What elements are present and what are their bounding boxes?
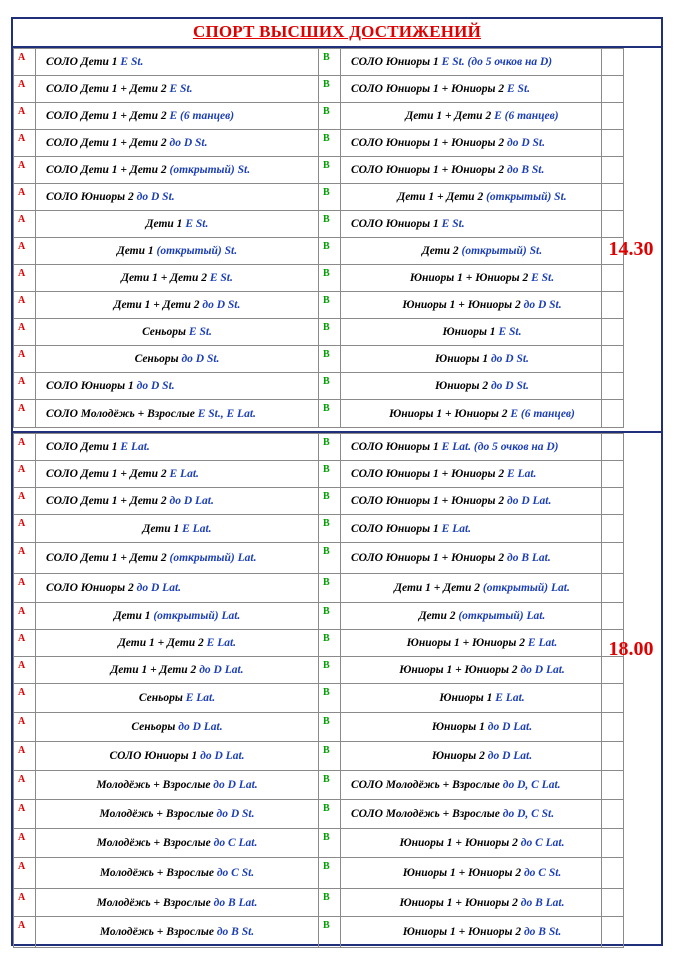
group-b-label: В <box>319 49 341 76</box>
group-b-label: В <box>319 103 341 130</box>
group-a-label: А <box>14 238 36 265</box>
table-row <box>14 889 624 917</box>
program-cell-b <box>341 858 624 889</box>
program-text: E St. <box>498 326 522 338</box>
program-text: до B Lat. <box>507 552 551 564</box>
program-text: до B St. <box>523 926 562 938</box>
table-row <box>14 630 624 657</box>
category-text: Дети 1 + Дети 2 <box>110 664 200 676</box>
program-text: до D Lat. <box>487 750 533 762</box>
group-b-label: В <box>319 76 341 103</box>
category-text: СОЛО Юниоры 1 <box>109 750 201 762</box>
table-row <box>14 76 624 103</box>
program-cell-a <box>36 543 319 574</box>
category-text: СОЛО Юниоры 1 <box>351 441 442 453</box>
category-text: Юниоры 1 + Юниоры 2 <box>409 272 532 284</box>
group-a-label: А <box>14 49 36 76</box>
schedule-table-2 <box>13 433 624 948</box>
program-cell-a <box>36 292 319 319</box>
group-a-label: А <box>14 630 36 657</box>
program-text: до D Lat. <box>169 495 214 507</box>
group-a-label: А <box>14 657 36 684</box>
category-text: Молодёжь + Взрослые <box>96 837 214 849</box>
group-a-label: А <box>14 800 36 829</box>
category-text: СОЛО Юниоры 1 <box>351 522 442 535</box>
group-a-label: А <box>14 319 36 346</box>
program-text: до D Lat. <box>507 495 552 507</box>
category-text: Дети 2 <box>421 245 462 257</box>
program-text: E (6 танцев) <box>169 110 235 122</box>
program-cell-b <box>341 800 624 829</box>
category-text: СОЛО Юниоры 1 <box>351 218 442 230</box>
group-b-label: В <box>319 684 341 713</box>
category-text: Дети 1 + Дети 2 <box>394 582 483 594</box>
program-text: до D St. <box>216 808 255 820</box>
program-cell-a <box>36 800 319 829</box>
group-a-label: А <box>14 858 36 889</box>
program-text: до D St. <box>181 353 220 365</box>
program-cell-b <box>341 829 624 858</box>
program-text: до D St. <box>490 380 529 392</box>
category-text: Юниоры 1 + Юниоры 2 <box>399 896 521 909</box>
program-text: до D Lat. <box>178 721 223 733</box>
program-text: E Lat. <box>185 692 216 704</box>
program-cell-b <box>341 434 624 461</box>
program-cell-a <box>36 49 319 76</box>
time-column-2 <box>601 433 661 948</box>
category-text: Юниоры 1 <box>442 326 499 338</box>
program-cell-a <box>36 211 319 238</box>
program-text: до C St. <box>216 867 255 879</box>
program-text: (открытый) St. <box>169 164 251 176</box>
program-text: E St. <box>185 218 209 230</box>
program-text: E Lat. <box>441 522 472 535</box>
table-row <box>14 800 624 829</box>
category-text: СОЛО Молодёжь + Взрослые <box>46 407 198 420</box>
category-text: СОЛО Юниоры 1 <box>46 380 137 392</box>
group-a-label: А <box>14 211 36 238</box>
category-text: Юниоры 1 <box>435 353 491 365</box>
group-b-label: В <box>319 265 341 292</box>
category-text: СОЛО Дети 1 + Дети 2 <box>46 83 170 95</box>
program-cell-b <box>341 373 624 400</box>
program-cell-b <box>341 292 624 319</box>
table-row <box>14 858 624 889</box>
group-b-label: В <box>319 373 341 400</box>
group-b-label: В <box>319 515 341 543</box>
program-cell-b <box>341 184 624 211</box>
group-b-label: В <box>319 238 341 265</box>
program-text: E St. <box>120 56 144 68</box>
group-b-label: В <box>319 211 341 238</box>
category-text: СОЛО Дети 1 + Дети 2 <box>46 164 170 176</box>
program-cell-b <box>341 657 624 684</box>
program-cell-b <box>341 400 624 428</box>
program-cell-b <box>341 889 624 917</box>
group-a-label: А <box>14 742 36 771</box>
category-text: Юниоры 1 + Юниоры 2 <box>399 664 521 676</box>
program-text: E St. <box>441 218 465 230</box>
program-cell-b <box>341 543 624 574</box>
program-cell-b <box>341 742 624 771</box>
group-a-label: А <box>14 103 36 130</box>
program-text: до D St. <box>490 353 529 365</box>
table-row <box>14 684 624 713</box>
program-text: до C St. <box>523 867 562 879</box>
group-b-label: В <box>319 400 341 428</box>
program-cell-b <box>341 265 624 292</box>
table-row <box>14 373 624 400</box>
program-cell-a <box>36 684 319 713</box>
group-a-label: А <box>14 461 36 488</box>
group-b-label: В <box>319 742 341 771</box>
category-text: Сеньоры <box>142 326 189 338</box>
program-text: до B Lat. <box>520 896 565 909</box>
group-a-label: А <box>14 889 36 917</box>
table-row <box>14 488 624 515</box>
group-b-label: В <box>319 829 341 858</box>
program-cell-b <box>341 771 624 800</box>
program-text: до D St. <box>523 299 562 311</box>
category-text: СОЛО Молодёжь + Взрослые <box>351 779 503 791</box>
program-text: до D Lat. <box>520 664 565 676</box>
program-text: E St. <box>188 326 212 338</box>
group-a-label: А <box>14 574 36 603</box>
program-text: (открытый) Lat. <box>458 610 546 622</box>
program-cell-b <box>341 574 624 603</box>
program-cell-a <box>36 657 319 684</box>
category-text: Дети 1 + Дети 2 <box>117 637 207 649</box>
group-a-label: А <box>14 292 36 319</box>
program-cell-a <box>36 603 319 630</box>
category-text: СОЛО Молодёжь + Взрослые <box>351 808 503 820</box>
group-a-label: А <box>14 373 36 400</box>
program-cell-b <box>341 488 624 515</box>
table-row <box>14 292 624 319</box>
group-a-label: А <box>14 543 36 574</box>
program-cell-b <box>341 157 624 184</box>
group-b-label: В <box>319 917 341 948</box>
category-text: Юниоры 1 + Юниоры 2 <box>406 637 528 649</box>
program-text: до B Lat. <box>213 896 258 909</box>
category-text: Юниоры 1 + Юниоры 2 <box>399 837 521 849</box>
group-a-label: А <box>14 400 36 428</box>
category-text: СОЛО Юниоры 1 <box>351 56 442 68</box>
program-text: (открытый) Lat. <box>169 552 257 564</box>
group-b-label: В <box>319 434 341 461</box>
program-text: до D Lat. <box>487 721 533 733</box>
category-text: СОЛО Юниоры 1 + Юниоры 2 <box>351 164 507 176</box>
category-text: Молодёжь + Взрослые <box>99 867 217 879</box>
program-text: до D Lat. <box>136 582 182 594</box>
group-a-label: А <box>14 265 36 292</box>
group-a-label: А <box>14 771 36 800</box>
program-text: до D St. <box>202 299 241 311</box>
table-row <box>14 211 624 238</box>
program-cell-a <box>36 76 319 103</box>
program-cell-a <box>36 630 319 657</box>
category-text: Дети 1 + Дети 2 <box>113 299 203 311</box>
category-text: Юниоры 1 <box>431 721 488 733</box>
program-cell-a <box>36 130 319 157</box>
category-text: СОЛО Юниоры 1 + Юниоры 2 <box>351 552 507 564</box>
program-text: до C Lat. <box>520 837 565 849</box>
program-cell-b <box>341 713 624 742</box>
group-b-label: В <box>319 603 341 630</box>
program-text: до D, C Lat. <box>502 779 561 791</box>
program-text: E St. <box>169 83 193 95</box>
category-text: Дети 1 <box>116 245 157 257</box>
program-cell-a <box>36 917 319 948</box>
group-a-label: А <box>14 515 36 543</box>
program-cell-a <box>36 742 319 771</box>
group-b-label: В <box>319 800 341 829</box>
program-cell-a <box>36 858 319 889</box>
table-row <box>14 157 624 184</box>
program-cell-a <box>36 889 319 917</box>
category-text: Юниоры 1 + Юниоры 2 <box>402 299 524 311</box>
program-text: E St. <box>209 272 233 284</box>
category-text: Дети 1 <box>113 610 154 622</box>
program-text: до C Lat. <box>213 837 258 849</box>
category-text: Молодёжь + Взрослые <box>96 779 214 791</box>
session-time-1: 14.30 <box>608 238 654 260</box>
group-b-label: В <box>319 184 341 211</box>
program-text: E St. <box>507 83 531 95</box>
program-text: до B St. <box>216 926 255 938</box>
table-row <box>14 265 624 292</box>
program-text: до D St. <box>136 380 175 392</box>
table-row <box>14 543 624 574</box>
program-cell-a <box>36 103 319 130</box>
category-text: СОЛО Дети 1 + Дети 2 <box>46 110 170 122</box>
table-row <box>14 238 624 265</box>
program-text: E Lat. <box>206 637 237 649</box>
program-cell-b <box>341 515 624 543</box>
category-text: СОЛО Дети 1 + Дети 2 <box>46 552 170 564</box>
category-text: СОЛО Дети 1 <box>46 56 121 68</box>
program-text: до D St. <box>507 137 545 149</box>
table-row <box>14 400 624 428</box>
table-row <box>14 713 624 742</box>
program-cell-a <box>36 434 319 461</box>
program-text: (открытый) St. <box>461 245 543 257</box>
category-text: Сеньоры <box>138 692 186 704</box>
program-cell-a <box>36 346 319 373</box>
category-text: Сеньоры <box>134 353 182 365</box>
table-row <box>14 184 624 211</box>
program-text: до D Lat. <box>213 779 258 791</box>
category-text: Дети 1 + Дети 2 <box>121 272 210 284</box>
table-row <box>14 742 624 771</box>
program-cell-b <box>341 603 624 630</box>
program-text: до D Lat. <box>199 664 244 676</box>
category-text: Юниоры 1 + Юниоры 2 <box>402 926 524 938</box>
program-text: E (6 танцев) <box>494 110 559 122</box>
program-cell-b <box>341 211 624 238</box>
group-b-label: В <box>319 858 341 889</box>
category-text: СОЛО Дети 1 + Дети 2 <box>46 495 170 507</box>
category-text: Дети 1 <box>145 218 186 230</box>
table-row <box>14 461 624 488</box>
program-cell-a <box>36 319 319 346</box>
group-a-label: А <box>14 684 36 713</box>
program-cell-a <box>36 829 319 858</box>
program-text: E Lat. <box>120 441 150 453</box>
category-text: СОЛО Дети 1 + Дети 2 <box>46 468 170 480</box>
category-text: Дети 2 <box>418 610 459 622</box>
group-b-label: В <box>319 630 341 657</box>
category-text: Дети 1 + Дети 2 <box>397 191 487 203</box>
program-text: E Lat. <box>507 468 537 480</box>
category-text: СОЛО Юниоры 1 + Юниоры 2 <box>351 495 507 507</box>
category-text: Дети 1 + Дети 2 <box>405 110 495 122</box>
table-row <box>14 49 624 76</box>
group-b-label: В <box>319 574 341 603</box>
session-block-2 <box>13 431 661 948</box>
program-text: (открытый) Lat. <box>153 610 241 622</box>
table-row <box>14 130 624 157</box>
program-cell-a <box>36 771 319 800</box>
program-cell-b <box>341 461 624 488</box>
program-cell-b <box>341 76 624 103</box>
category-text: Молодёжь + Взрослые <box>99 926 217 938</box>
program-text: (открытый) St. <box>156 245 238 257</box>
group-a-label: А <box>14 488 36 515</box>
program-cell-a <box>36 265 319 292</box>
program-text: E St. <box>531 272 555 284</box>
program-text: E Lat. <box>182 522 212 535</box>
group-b-label: В <box>319 130 341 157</box>
session-time-2: 18.00 <box>608 638 654 660</box>
program-cell-b <box>341 630 624 657</box>
group-b-label: В <box>319 319 341 346</box>
program-text: E Lat. <box>495 692 525 704</box>
group-b-label: В <box>319 157 341 184</box>
program-text: E St., E Lat. <box>197 407 256 420</box>
group-b-label: В <box>319 292 341 319</box>
program-text: E Lat. <box>169 468 199 480</box>
program-text: (открытый) St. <box>486 191 567 203</box>
program-cell-a <box>36 157 319 184</box>
program-text: (открытый) Lat. <box>482 582 570 594</box>
category-text: СОЛО Дети 1 <box>46 441 121 453</box>
table-row <box>14 346 624 373</box>
session-block-1 <box>13 48 661 428</box>
category-text: Юниоры 1 <box>439 692 496 704</box>
group-a-label: А <box>14 184 36 211</box>
program-text: E St. (до 5 очков на D) <box>441 56 553 68</box>
group-a-label: А <box>14 917 36 948</box>
category-text: Молодёжь + Взрослые <box>99 808 217 820</box>
program-text: до D Lat. <box>200 750 245 762</box>
program-cell-b <box>341 49 624 76</box>
table-row <box>14 771 624 800</box>
program-cell-a <box>36 488 319 515</box>
program-cell-a <box>36 515 319 543</box>
table-row <box>14 917 624 948</box>
program-cell-a <box>36 400 319 428</box>
page-title: СПОРТ ВЫСШИХ ДОСТИЖЕНИЙ <box>192 22 481 41</box>
group-b-label: В <box>319 346 341 373</box>
group-a-label: А <box>14 713 36 742</box>
group-b-label: В <box>319 771 341 800</box>
group-a-label: А <box>14 603 36 630</box>
table-row <box>14 515 624 543</box>
group-b-label: В <box>319 488 341 515</box>
group-a-label: А <box>14 346 36 373</box>
program-cell-a <box>36 574 319 603</box>
program-text: до D St. <box>169 137 208 149</box>
group-a-label: А <box>14 829 36 858</box>
program-cell-b <box>341 130 624 157</box>
category-text: СОЛО Дети 1 + Дети 2 <box>46 137 170 149</box>
category-text: Юниоры 2 <box>435 380 491 392</box>
group-a-label: А <box>14 76 36 103</box>
program-cell-b <box>341 684 624 713</box>
program-cell-a <box>36 461 319 488</box>
group-b-label: В <box>319 889 341 917</box>
program-cell-a <box>36 238 319 265</box>
program-cell-b <box>341 238 624 265</box>
table-row <box>14 574 624 603</box>
schedule-table-1 <box>13 48 624 428</box>
group-a-label: А <box>14 434 36 461</box>
category-text: Юниоры 1 + Юниоры 2 <box>402 867 524 879</box>
program-text: до B St. <box>507 164 545 176</box>
category-text: СОЛО Юниоры 2 <box>46 582 137 594</box>
program-text: до D St. <box>136 191 175 203</box>
table-row <box>14 603 624 630</box>
category-text: Юниоры 1 + Юниоры 2 <box>389 407 511 420</box>
schedule-sheet <box>11 17 663 946</box>
category-text: Юниоры 2 <box>431 750 488 762</box>
category-text: СОЛО Юниоры 1 + Юниоры 2 <box>351 468 507 480</box>
category-text: СОЛО Юниоры 1 + Юниоры 2 <box>351 137 507 149</box>
program-cell-a <box>36 184 319 211</box>
program-cell-b <box>341 346 624 373</box>
title-bar <box>13 19 661 48</box>
table-row <box>14 319 624 346</box>
program-text: E Lat. <box>527 637 558 649</box>
category-text: СОЛО Юниоры 2 <box>46 191 137 203</box>
table-row <box>14 103 624 130</box>
program-text: E (6 танцев) <box>510 407 575 420</box>
program-text: E Lat. (до 5 очков на D) <box>441 441 559 453</box>
table-row <box>14 829 624 858</box>
category-text: Дети 1 <box>142 522 183 535</box>
table-row <box>14 657 624 684</box>
category-text: СОЛО Юниоры 1 + Юниоры 2 <box>351 83 507 95</box>
group-a-label: А <box>14 157 36 184</box>
program-cell-b <box>341 917 624 948</box>
program-cell-a <box>36 373 319 400</box>
group-a-label: А <box>14 130 36 157</box>
program-cell-b <box>341 103 624 130</box>
group-b-label: В <box>319 713 341 742</box>
group-b-label: В <box>319 461 341 488</box>
category-text: Молодёжь + Взрослые <box>96 896 214 909</box>
group-b-label: В <box>319 657 341 684</box>
group-b-label: В <box>319 543 341 574</box>
program-cell-b <box>341 319 624 346</box>
program-text: до D, C St. <box>502 808 555 820</box>
category-text: Сеньоры <box>131 721 179 733</box>
program-cell-a <box>36 713 319 742</box>
table-row <box>14 434 624 461</box>
